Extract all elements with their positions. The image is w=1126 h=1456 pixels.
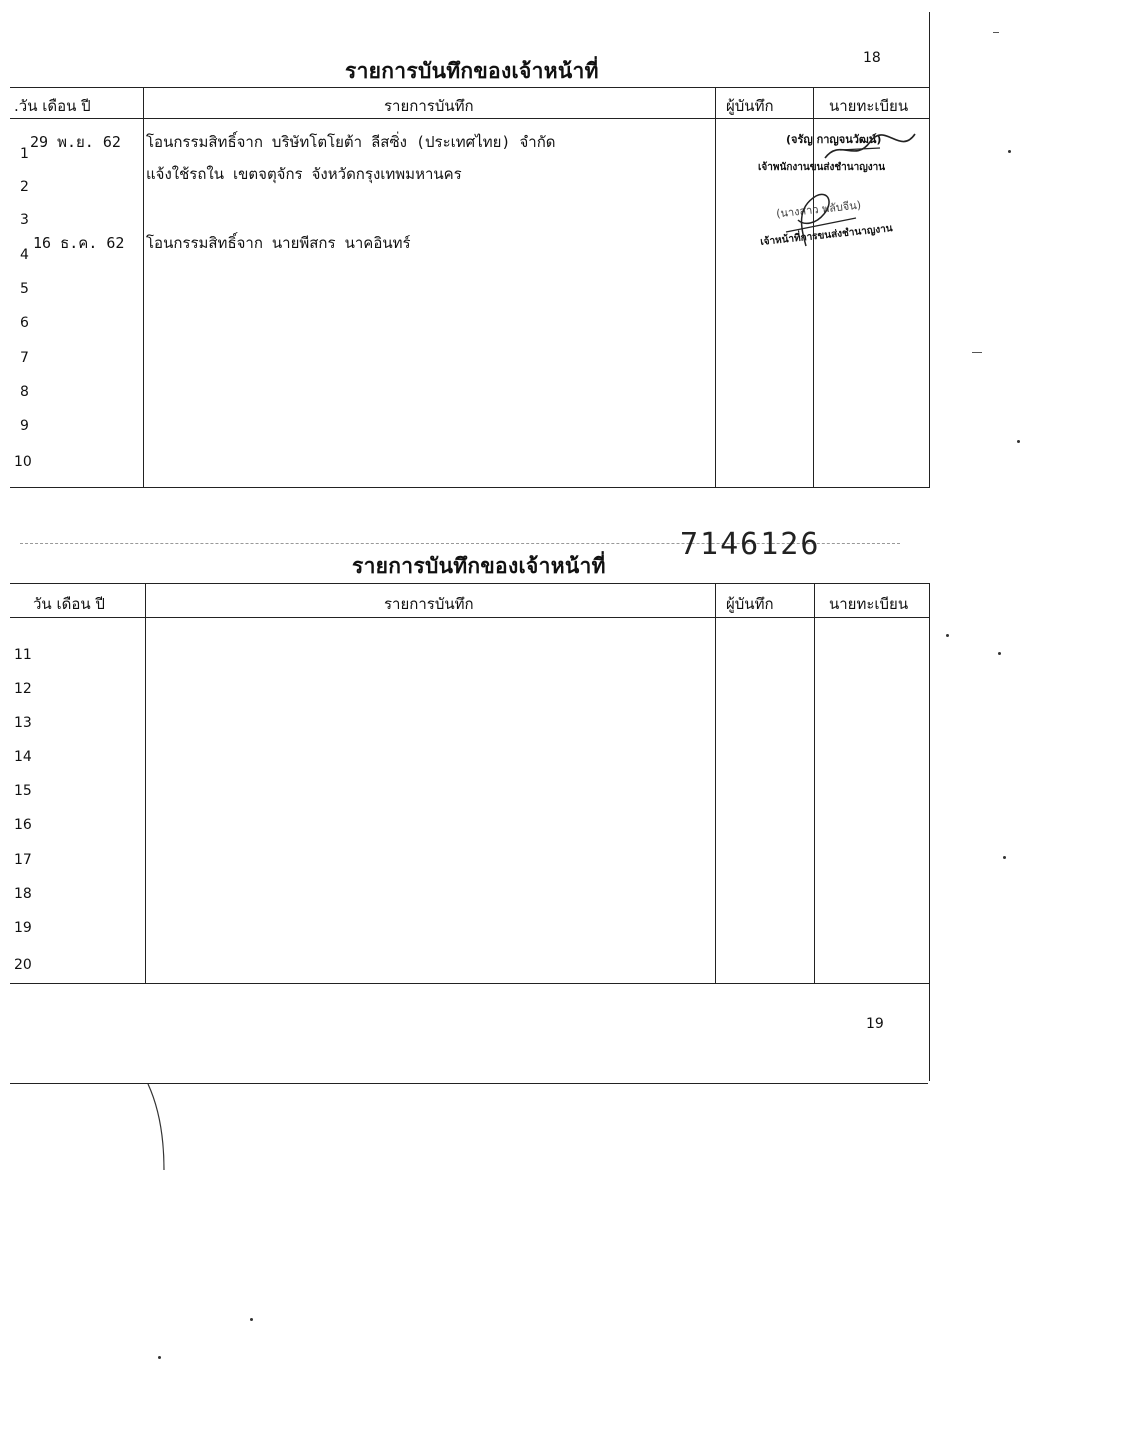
- row-number: 12: [14, 681, 32, 697]
- bottom-title: รายการบันทึกของเจ้าหน้าที่: [352, 554, 606, 578]
- bottom-header-record: รายการบันทึก: [384, 595, 474, 613]
- bottom-table-bottom-border: [10, 983, 930, 984]
- row-number: 1: [20, 146, 29, 162]
- entry-1-line-1: โอนกรรมสิทธิ์จาก บริษัทโตโยต้า ลีสซิ่ง (ประเทศไทย) จำกัด: [146, 133, 556, 151]
- top-right-edge: [929, 12, 930, 487]
- scan-speck: [946, 634, 949, 637]
- row-number: 11: [14, 647, 32, 663]
- row-number: 6: [20, 315, 29, 331]
- entry-2-date: 16 ธ.ค. 62: [33, 234, 125, 252]
- row-number: 14: [14, 749, 32, 765]
- entry-1-line-2: แจ้งใช้รถใน เขตจตุจักร จังหวัดกรุงเทพมหานคร: [146, 165, 462, 183]
- row-number: 2: [20, 179, 29, 195]
- entry-2-line-1: โอนกรรมสิทธิ์จาก นายพีสกร นาคอินทร์: [146, 234, 411, 252]
- top-header-divider: [10, 118, 930, 119]
- top-table-top-border: [10, 87, 930, 88]
- top-page-number: 18: [863, 50, 881, 66]
- bottom-header-registrar: นายทะเบียน: [829, 595, 909, 613]
- row-number: 7: [20, 350, 29, 366]
- row-number: 8: [20, 384, 29, 400]
- top-table-bottom-border: [10, 487, 930, 488]
- row-number: 18: [14, 886, 32, 902]
- bottom-header-date: วัน เดือน ปี: [33, 595, 105, 613]
- row-number: 20: [14, 957, 32, 973]
- scan-speck: [998, 652, 1001, 655]
- stamp-1-name: (จรัญ กาญจนวัฒน์): [786, 133, 882, 146]
- bottom-header-recorder: ผู้บันทึก: [726, 595, 774, 613]
- row-number: 5: [20, 281, 29, 297]
- scan-curve-mark: [140, 1080, 180, 1175]
- scan-speck: [1017, 440, 1020, 443]
- bottom-col-divider-date: [145, 583, 146, 983]
- top-header-date: .วัน เดือน ปี: [14, 97, 91, 115]
- bottom-table-top-border: [10, 583, 930, 584]
- stamp-1-title: เจ้าพนักงานขนส่งชำนาญงาน: [758, 162, 886, 173]
- stamp-2-name: (นางสาว พลับจีน): [775, 198, 862, 221]
- top-header-registrar: นายทะเบียน: [829, 97, 909, 115]
- scan-dash-mark: [972, 352, 982, 353]
- row-number: 16: [14, 817, 32, 833]
- signature-1: [820, 128, 920, 168]
- bottom-header-divider: [10, 617, 930, 618]
- row-number: 15: [14, 783, 32, 799]
- scan-dash-mark: [993, 32, 999, 33]
- row-number: 13: [14, 715, 32, 731]
- row-number: 19: [14, 920, 32, 936]
- top-header-record: รายการบันทึก: [384, 97, 474, 115]
- scan-speck: [1008, 150, 1011, 153]
- bottom-right-edge: [929, 583, 930, 1081]
- stamp-2-title: เจ้าหน้าที่การขนส่งชำนาญงาน: [759, 223, 894, 248]
- row-number: 10: [14, 454, 32, 470]
- row-number: 3: [20, 212, 29, 228]
- scan-speck: [1003, 856, 1006, 859]
- bottom-col-divider-registrar: [814, 583, 815, 983]
- top-title: รายการบันทึกของเจ้าหน้าที่: [345, 59, 599, 83]
- bottom-col-divider-recorder: [715, 583, 716, 983]
- signature-2: [776, 188, 866, 248]
- row-number: 17: [14, 852, 32, 868]
- row-number: 9: [20, 418, 29, 434]
- top-col-divider-recorder: [715, 87, 716, 487]
- bottom-page-number: 19: [866, 1016, 884, 1032]
- entry-1-date: 29 พ.ย. 62: [30, 133, 121, 151]
- top-col-divider-date: [143, 87, 144, 487]
- top-header-recorder: ผู้บันทึก: [726, 97, 774, 115]
- row-number: 4: [20, 247, 29, 263]
- serial-number: 7146126: [680, 527, 821, 562]
- scan-speck: [250, 1318, 253, 1321]
- scan-speck: [158, 1356, 161, 1359]
